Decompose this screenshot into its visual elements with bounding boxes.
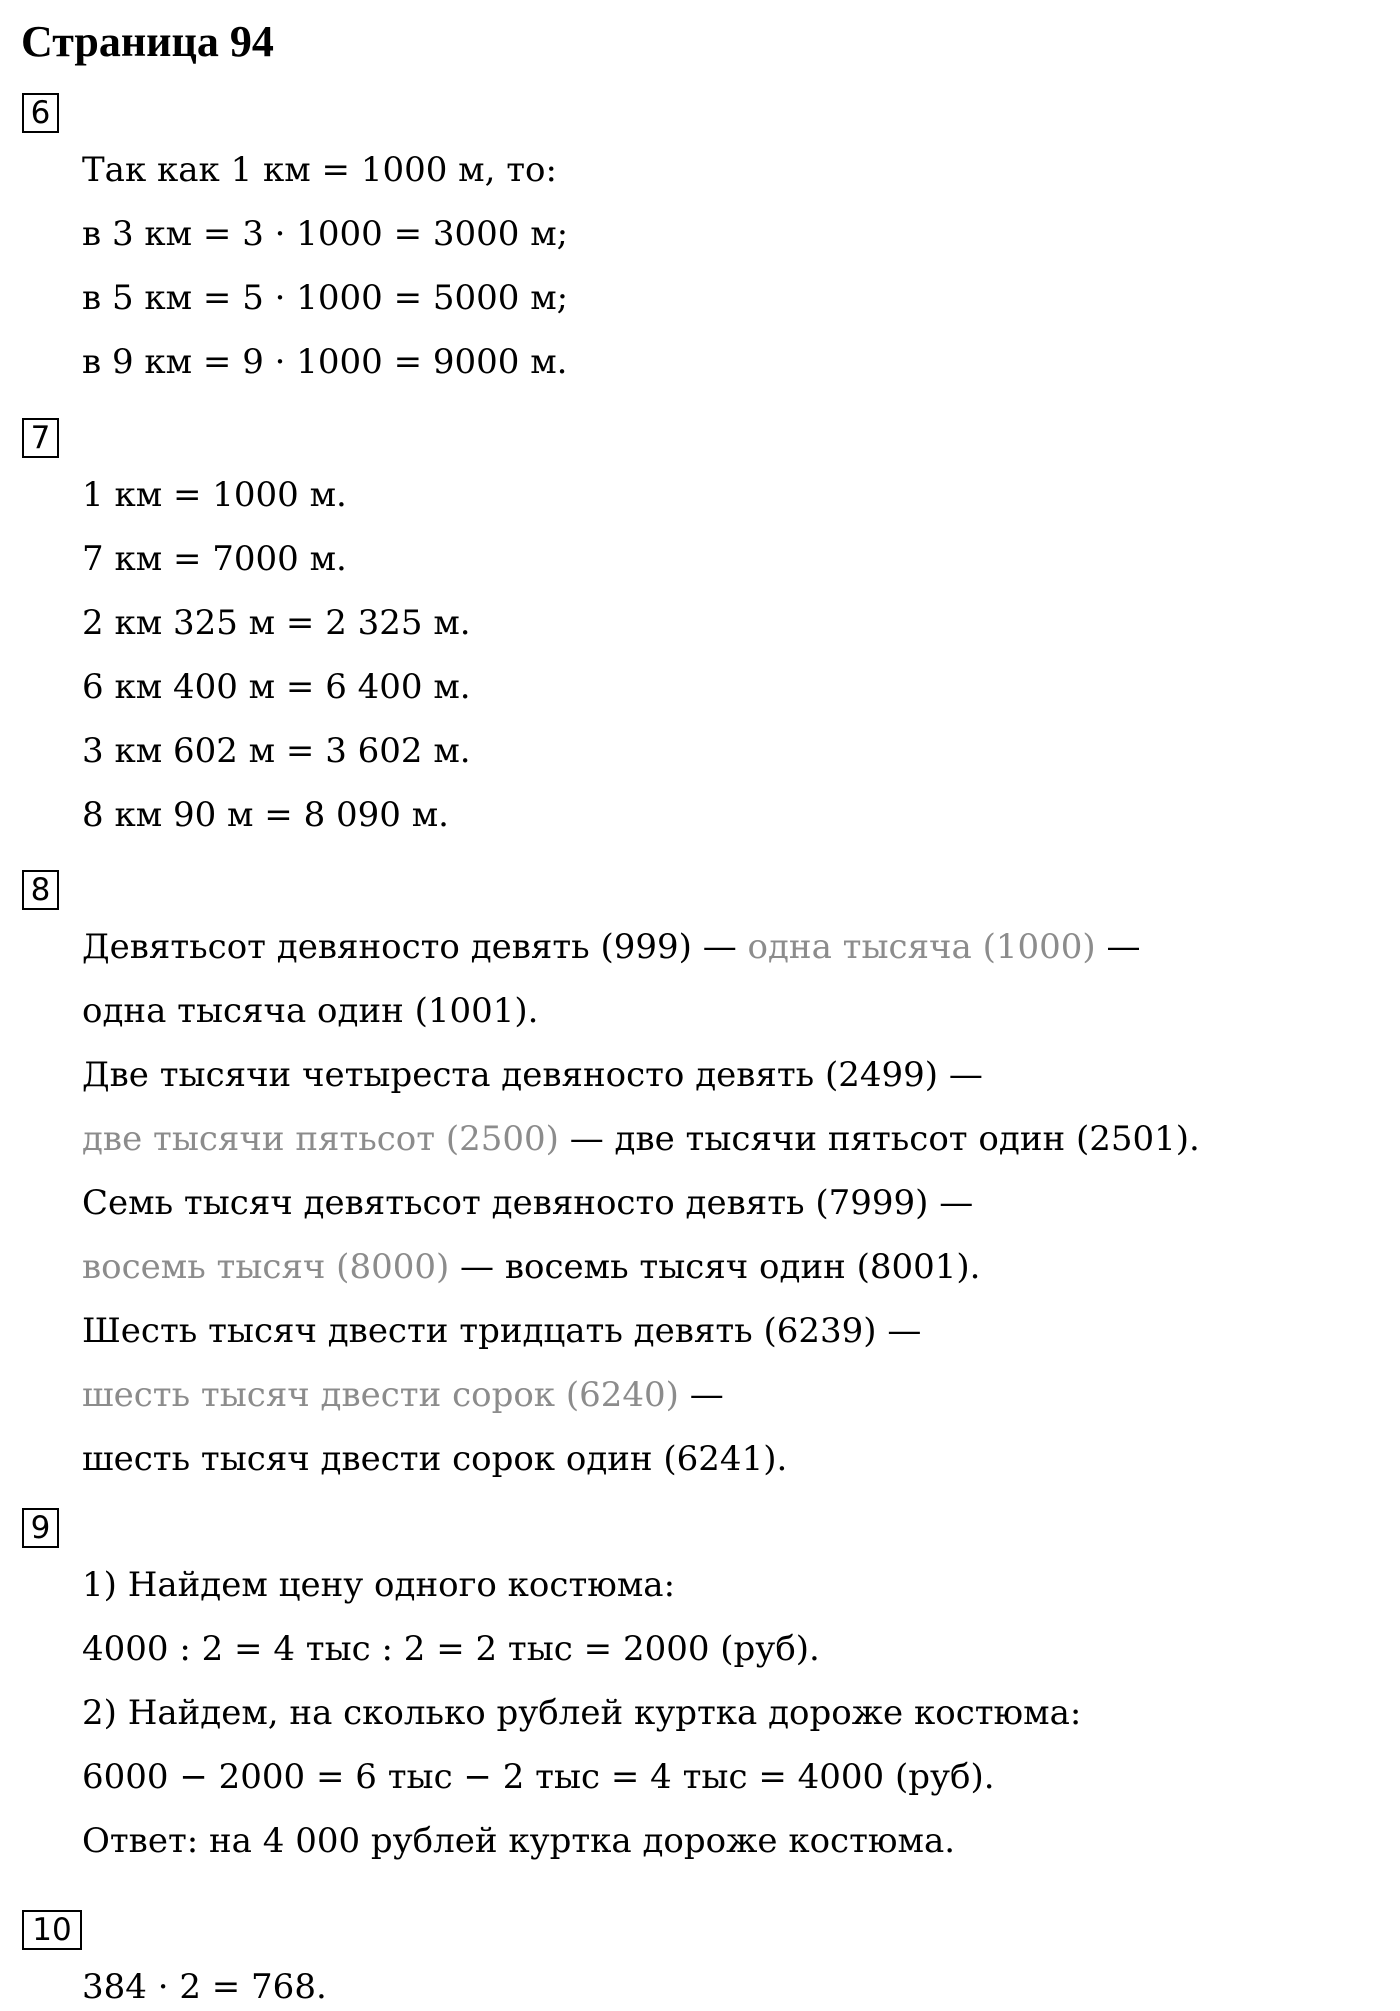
solution-line: [82, 338, 567, 386]
solution-line: [82, 599, 471, 647]
filled-answer-text: одна тысяча (1000): [747, 927, 1096, 967]
solution-text: Шесть тысяч двести тридцать девять (6239) —: [82, 1311, 922, 1351]
task-number-box: 10: [22, 1910, 82, 1950]
solution-line: [82, 471, 347, 519]
solution-text: шесть тысяч двести сорок один (6241).: [82, 1439, 788, 1479]
filled-answer-text: восемь тысяч (8000): [82, 1247, 450, 1287]
solution-line: [82, 146, 557, 194]
page-title: Страница 94: [21, 17, 274, 66]
solution-text: 6 км 400 м = 6 400 м.: [82, 667, 471, 707]
solution-line: [82, 535, 347, 583]
task-number-box: 8: [22, 870, 59, 910]
solution-text: 3 км 602 м = 3 602 м.: [82, 731, 471, 771]
task-number-box: 6: [22, 93, 59, 133]
solution-line: [82, 1625, 820, 1673]
solution-line: [82, 210, 568, 258]
solution-text: Девятьсот девяносто девять (999) —: [82, 927, 748, 967]
solution-text: 1) Найдем цену одного костюма:: [82, 1565, 676, 1605]
solution-text: в 3 км = 3 · 1000 = 3000 м;: [82, 214, 569, 254]
solution-text: Семь тысяч девятьсот девяносто девять (7999) —: [82, 1183, 974, 1223]
solution-text: в 5 км = 5 · 1000 = 5000 м;: [82, 278, 569, 318]
solution-line: [82, 1435, 787, 1483]
solution-line: [82, 987, 538, 1035]
solution-line: [82, 1689, 1081, 1737]
solution-text: одна тысяча один (1001).: [82, 991, 539, 1031]
solution-line: [82, 1753, 995, 1801]
solution-text: в 9 км = 9 · 1000 = 9000 м.: [82, 342, 568, 382]
solution-text: 1 км = 1000 м.: [82, 475, 347, 515]
solution-line: [82, 1307, 921, 1355]
solution-text: — две тысячи пятьсот один (2501).: [558, 1119, 1200, 1159]
solution-line: [82, 727, 471, 775]
solution-text: 384 · 2 = 768.: [82, 1967, 327, 2007]
solution-line: [82, 663, 471, 711]
solution-text: 7 км = 7000 м.: [82, 539, 347, 579]
solution-text: 2 км 325 м = 2 325 м.: [82, 603, 471, 643]
solution-text: 6000 − 2000 = 6 тыс − 2 тыс = 4 тыс = 4000 (руб).: [82, 1757, 995, 1797]
solution-line: [82, 1179, 973, 1227]
solution-line: [82, 1561, 675, 1609]
solution-text: Так как 1 км = 1000 м, то:: [82, 150, 557, 190]
solution-text: — восемь тысяч один (8001).: [449, 1247, 981, 1287]
solution-line: [82, 274, 568, 322]
solution-line: [82, 1243, 980, 1291]
solution-text: 8 км 90 м = 8 090 м.: [82, 795, 449, 835]
solution-line: [82, 1817, 955, 1865]
solution-line: [82, 1371, 724, 1419]
solution-text: 4000 : 2 = 4 тыс : 2 = 2 тыс = 2000 (руб).: [82, 1629, 820, 1669]
solution-line: [82, 791, 449, 839]
solution-text: 2) Найдем, на сколько рублей куртка дороже костюма:: [82, 1693, 1082, 1733]
task-number-box: 9: [22, 1508, 59, 1548]
solution-line: [82, 1051, 983, 1099]
solution-text: —: [678, 1375, 724, 1415]
filled-answer-text: две тысячи пятьсот (2500): [82, 1119, 559, 1159]
solution-line: [82, 1963, 327, 2011]
filled-answer-text: шесть тысяч двести сорок (6240): [82, 1375, 679, 1415]
solution-text: —: [1095, 927, 1141, 967]
task-number-box: 7: [22, 418, 59, 458]
solution-line: [82, 1115, 1200, 1163]
solution-line: [82, 923, 1140, 971]
solution-text: Две тысячи четыреста девяносто девять (2499) —: [82, 1055, 983, 1095]
solution-text: Ответ: на 4 000 рублей куртка дороже костюма.: [82, 1821, 956, 1861]
